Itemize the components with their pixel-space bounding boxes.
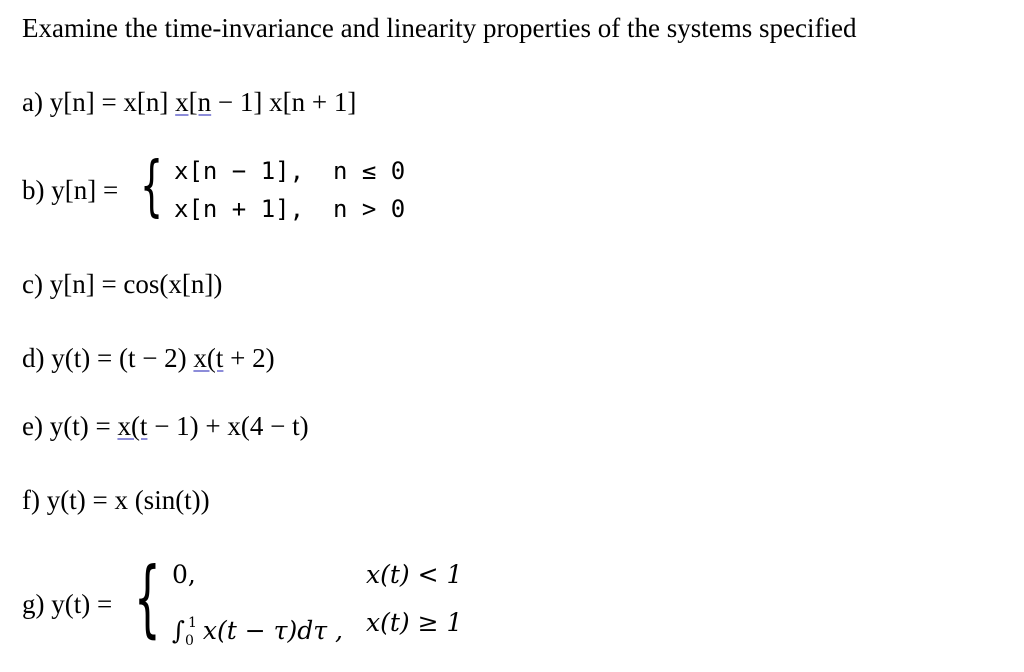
equation-g-case-2-expr: [172, 608, 343, 656]
equation-b-lhs: b) y[n] =: [22, 175, 119, 205]
equation-a-prefix: a) y[n] = x[n]: [22, 87, 176, 117]
integrand: x(t − τ)dτ ,: [202, 616, 343, 645]
equation-b-case-2: x[n + 1], n > 0: [174, 195, 406, 223]
equation-b-brace: {: [140, 147, 164, 224]
integral-sign: ∫: [172, 616, 186, 645]
equation-e-underlined: x(t: [117, 411, 148, 441]
equation-a-underlined: x[n: [175, 87, 212, 117]
equation-g-brace: {: [134, 549, 161, 647]
equation-d-prefix: d) y(t) = (t − 2): [22, 343, 194, 373]
equation-c: c) y[n] = cos(x[n]): [22, 269, 223, 299]
equation-g-case-1-expr: 0,: [172, 560, 196, 589]
equation-d-suffix: + 2): [223, 343, 275, 373]
equation-a: [22, 86, 356, 118]
equation-d: [22, 342, 275, 374]
equation-e: [22, 410, 309, 442]
equation-b-case-1: x[n − 1], n ≤ 0: [174, 157, 406, 185]
equation-g-case-1-cond: x(t) < 1: [366, 560, 463, 589]
equation-e-suffix: − 1) + x(4 − t): [147, 411, 309, 441]
equation-g-case-2-cond: x(t) ≥ 1: [366, 608, 463, 637]
problem-statement: Examine the time-invariance and linearity properties of the systems specified: [22, 13, 857, 43]
equation-g-lhs: g) y(t) =: [22, 589, 113, 619]
equation-d-underlined: x(t: [193, 343, 224, 373]
integral-upper-limit: 1: [187, 615, 197, 631]
integral-lower-limit: 0: [185, 633, 194, 649]
equation-e-prefix: e) y(t) =: [22, 411, 118, 441]
equation-f: f) y(t) = x (sin(t)): [22, 485, 210, 515]
equation-a-suffix: − 1] x[n + 1]: [211, 87, 357, 117]
